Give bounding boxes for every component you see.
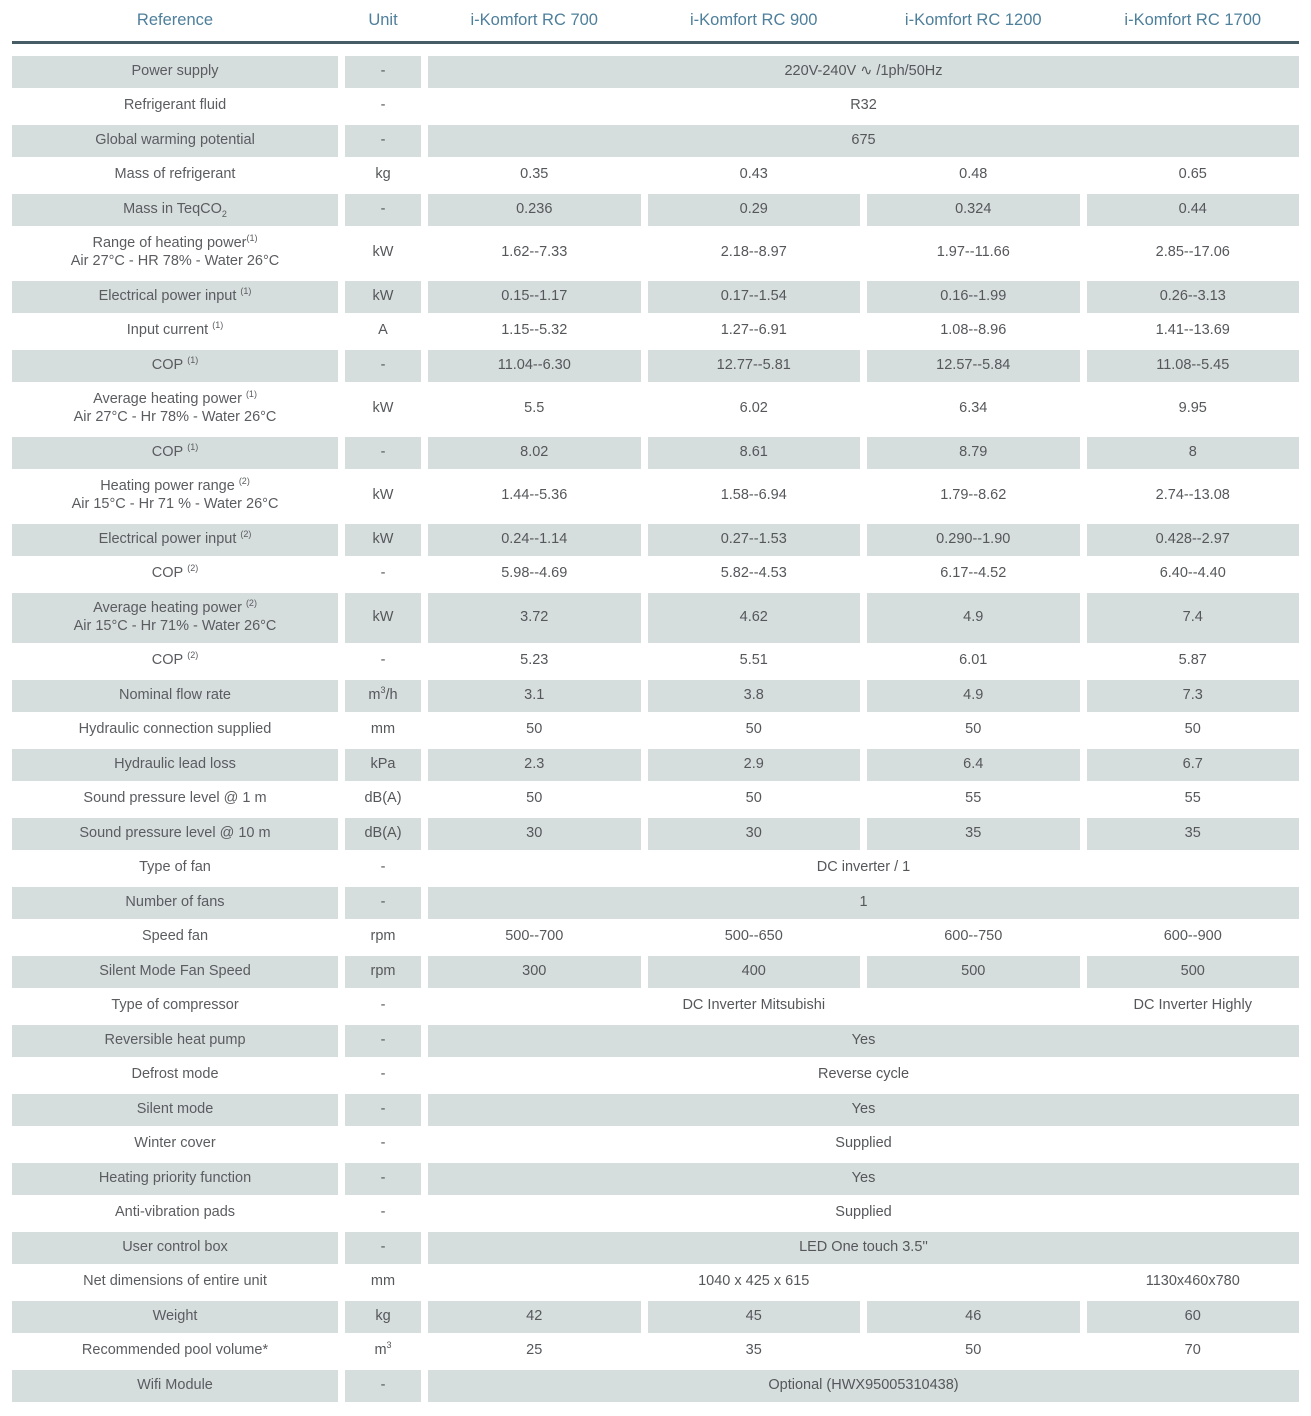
row-unit: kW (345, 281, 421, 313)
value-cell: 1.08--8.96 (940, 322, 1007, 339)
value-cell: 12.57--5.84 (867, 350, 1080, 382)
row-label: Type of compressor (111, 997, 239, 1014)
table-row (12, 1336, 1299, 1368)
value-cell: 11.08--5.45 (1087, 350, 1300, 382)
value-cell: 6.34 (959, 400, 988, 417)
value-cell: 6.4 (867, 749, 1080, 781)
value-cell: 5.87 (1178, 652, 1207, 669)
table-row (12, 853, 1299, 885)
value-cell: 0.24--1.14 (428, 524, 641, 556)
value-cell: 0.324 (867, 194, 1080, 226)
table-row (12, 1060, 1299, 1092)
value-cell: 1.41--13.69 (1155, 322, 1230, 339)
value-cell: 5.23 (520, 652, 549, 669)
value-cell: 5.51 (739, 652, 768, 669)
table-row (12, 316, 1299, 348)
value-cell: DC Inverter Highly (1133, 997, 1252, 1014)
value-cell: 220V-240V ∿ /1ph/50Hz (428, 56, 1299, 88)
header-cell-unit: Unit (368, 11, 398, 29)
value-cell: 4.9 (867, 680, 1080, 712)
value-cell: 1.27--6.91 (720, 322, 787, 339)
row-unit: dB(A) (345, 818, 421, 850)
value-cell: 6.17--4.52 (940, 565, 1007, 582)
value-cell: 50 (526, 721, 543, 738)
value-cell: 0.35 (520, 166, 549, 183)
row-unit: kW (372, 487, 394, 504)
value-cell: 0.16--1.99 (867, 281, 1080, 313)
value-cell: 0.29 (648, 194, 861, 226)
row-label: Net dimensions of entire unit (83, 1273, 267, 1290)
row-label: COP $^{(1)}$ (12, 437, 338, 469)
table-row (12, 784, 1299, 816)
value-cell: 35 (1087, 818, 1300, 850)
row-label: COP $^{(2)}$ (151, 650, 199, 669)
value-cell: 45 (648, 1301, 861, 1333)
row-unit: - (380, 859, 386, 876)
row-label: Input current $^{(1)}$ (126, 320, 224, 339)
value-cell: 8.61 (648, 437, 861, 469)
value-cell: 2.3 (428, 749, 641, 781)
row-unit: - (345, 125, 421, 157)
header-cell-reference: Reference (136, 11, 214, 29)
value-cell: 9.95 (1178, 400, 1207, 417)
table-row (12, 125, 1299, 157)
row-label: Defrost mode (131, 1066, 219, 1083)
value-cell: 400 (648, 956, 861, 988)
value-cell: LED One touch 3.5'' (428, 1232, 1299, 1264)
value-cell: 1.58--6.94 (720, 487, 787, 504)
value-cell: 500--700 (505, 928, 564, 945)
row-unit: mm (370, 1273, 396, 1290)
row-label: Sound pressure level @ 1 m (83, 790, 267, 807)
value-cell: 6.40--4.40 (1159, 565, 1226, 582)
row-unit: - (345, 350, 421, 382)
value-cell: 0.65 (1178, 166, 1207, 183)
header-cell-rc1200: i-Komfort RC 1200 (904, 11, 1042, 29)
header-cell-rc700: i-Komfort RC 700 (470, 11, 598, 29)
row-unit: kg (375, 166, 391, 183)
row-label: Speed fan (141, 928, 209, 945)
value-cell: 50 (965, 1342, 982, 1359)
row-unit: $m^3/h$ (345, 680, 421, 712)
row-label: Electrical power input $^{(1)}$ (12, 281, 338, 313)
row-unit: kg (345, 1301, 421, 1333)
value-cell: 50 (745, 721, 762, 738)
value-cell: 11.04--6.30 (428, 350, 641, 382)
row-unit: - (345, 1163, 421, 1195)
value-cell: Yes (428, 1163, 1299, 1195)
value-cell: 4.9 (867, 593, 1080, 643)
spec-table-body (12, 56, 1299, 1402)
value-cell: 6.01 (959, 652, 988, 669)
table-row (12, 991, 1299, 1023)
value-cell: 70 (1184, 1342, 1201, 1359)
row-unit: kPa (345, 749, 421, 781)
value-cell: 500--650 (724, 928, 783, 945)
value-cell: 0.48 (959, 166, 988, 183)
value-cell: 0.44 (1087, 194, 1300, 226)
row-label: Silent Mode Fan Speed (12, 956, 338, 988)
row-label: Winter cover (134, 1135, 216, 1152)
value-cell: 5.98--4.69 (501, 565, 568, 582)
row-unit: kW (345, 593, 421, 643)
value-cell: 500 (1087, 956, 1300, 988)
value-cell: 5.82--4.53 (720, 565, 787, 582)
value-cell: 0.15--1.17 (428, 281, 641, 313)
table-row (12, 1232, 1299, 1264)
table-row (12, 715, 1299, 747)
value-cell: 675 (428, 125, 1299, 157)
table-row (12, 646, 1299, 678)
row-unit: - (345, 194, 421, 226)
row-label: Number of fans (12, 887, 338, 919)
value-cell: Reverse cycle (817, 1066, 910, 1083)
row-unit: - (345, 56, 421, 88)
table-row (12, 1370, 1299, 1402)
row-label: Heating power range $^{(2)}$ Air 15°C - Hr 71 % - Water 26°C (71, 476, 279, 513)
value-cell: 2.85--17.06 (1155, 244, 1230, 261)
row-label: Weight (12, 1301, 338, 1333)
row-label: Anti-vibration pads (114, 1204, 236, 1221)
value-cell: 5.5 (524, 400, 545, 417)
value-cell: 1.44--5.36 (501, 487, 568, 504)
table-row (12, 593, 1299, 643)
row-label: COP $^{(1)}$ (12, 350, 338, 382)
row-unit: - (380, 997, 386, 1014)
table-row (12, 922, 1299, 954)
value-cell: 6.02 (739, 400, 768, 417)
table-row (12, 385, 1299, 435)
value-cell: 50 (526, 790, 543, 807)
row-label: Silent mode (12, 1094, 338, 1126)
header-cell-rc1700: i-Komfort RC 1700 (1124, 11, 1262, 29)
value-cell: R32 (850, 97, 877, 114)
row-unit: mm (370, 721, 396, 738)
row-label: Hydraulic lead loss (12, 749, 338, 781)
value-cell: 55 (1184, 790, 1201, 807)
row-unit: - (345, 1232, 421, 1264)
value-cell: 30 (428, 818, 641, 850)
table-row (12, 818, 1299, 850)
value-cell: 2.9 (648, 749, 861, 781)
row-label: Mass of refrigerant (114, 166, 236, 183)
value-cell: 0.43 (739, 166, 768, 183)
row-unit: dB(A) (364, 790, 402, 807)
table-row (12, 437, 1299, 469)
value-cell: 0.428--2.97 (1087, 524, 1300, 556)
row-unit: - (345, 437, 421, 469)
table-row (12, 350, 1299, 382)
value-cell: 55 (965, 790, 982, 807)
table-row (12, 160, 1299, 192)
value-cell: 60 (1087, 1301, 1300, 1333)
row-label: Average heating power $^{(1)}$ Air 27°C - Hr 78% - Water 26°C (73, 389, 277, 426)
value-cell: 0.26--3.13 (1087, 281, 1300, 313)
table-row (12, 194, 1299, 226)
table-row (12, 472, 1299, 522)
value-cell: 8 (1087, 437, 1300, 469)
value-cell: Optional (HWX95005310438) (428, 1370, 1299, 1402)
row-label: Hydraulic connection supplied (78, 721, 272, 738)
header-cell-rc900: i-Komfort RC 900 (690, 11, 818, 29)
row-unit: rpm (370, 928, 396, 945)
row-label: Sound pressure level @ 10 m (12, 818, 338, 850)
value-cell: 2.74--13.08 (1155, 487, 1230, 504)
row-label: Mass in TeqCO$_2$ (12, 194, 338, 226)
table-row (12, 559, 1299, 591)
table-row (12, 56, 1299, 88)
row-label: User control box (12, 1232, 338, 1264)
row-unit: rpm (345, 956, 421, 988)
row-unit: - (345, 887, 421, 919)
value-cell: 6.7 (1087, 749, 1300, 781)
value-cell: 35 (745, 1342, 762, 1359)
row-unit: - (380, 1204, 386, 1221)
row-unit: kW (345, 524, 421, 556)
table-row (12, 281, 1299, 313)
row-unit: - (345, 1370, 421, 1402)
value-cell: 12.77--5.81 (648, 350, 861, 382)
row-unit: A (378, 322, 388, 339)
table-row (12, 91, 1299, 123)
table-row (12, 749, 1299, 781)
row-label: Range of heating power$^{(1)}$ Air 27°C - HR 78% - Water 26°C (70, 233, 280, 270)
table-row (12, 1301, 1299, 1333)
value-cell: 0.17--1.54 (648, 281, 861, 313)
value-cell: 25 (526, 1342, 543, 1359)
table-row (12, 1267, 1299, 1299)
row-label: Recommended pool volume* (81, 1342, 269, 1359)
row-label: COP $^{(2)}$ (151, 563, 199, 582)
value-cell: 35 (867, 818, 1080, 850)
row-label: Refrigerant fluid (123, 97, 227, 114)
table-row (12, 1198, 1299, 1230)
value-cell: 1130x460x780 (1145, 1273, 1240, 1290)
value-cell: 8.02 (428, 437, 641, 469)
value-cell: 600--750 (944, 928, 1003, 945)
row-unit: kW (372, 400, 394, 417)
row-unit: $m^3$ (374, 1340, 392, 1359)
value-cell: 50 (1184, 721, 1201, 738)
row-label: Reversible heat pump (12, 1025, 338, 1057)
row-unit: - (380, 652, 386, 669)
value-cell: 7.3 (1087, 680, 1300, 712)
value-cell: 1.15--5.32 (501, 322, 568, 339)
table-row (12, 524, 1299, 556)
row-label: Wifi Module (12, 1370, 338, 1402)
table-row (12, 1129, 1299, 1161)
value-cell: 1.62--7.33 (501, 244, 568, 261)
row-unit: - (345, 1094, 421, 1126)
value-cell: 2.18--8.97 (720, 244, 787, 261)
value-cell: 50 (745, 790, 762, 807)
table-row (12, 887, 1299, 919)
value-cell: 1.79--8.62 (940, 487, 1007, 504)
value-cell: 600--900 (1163, 928, 1222, 945)
row-label: Type of fan (139, 859, 211, 876)
value-cell: 0.27--1.53 (648, 524, 861, 556)
value-cell: 46 (867, 1301, 1080, 1333)
value-cell: 1040 x 425 x 615 (698, 1273, 810, 1290)
row-unit: - (345, 1025, 421, 1057)
value-cell: 500 (867, 956, 1080, 988)
value-cell: 1.97--11.66 (936, 244, 1010, 261)
value-cell: Supplied (835, 1135, 892, 1152)
row-unit: - (380, 1135, 386, 1152)
value-cell: 3.8 (648, 680, 861, 712)
table-row (12, 1094, 1299, 1126)
table-row (12, 1025, 1299, 1057)
value-cell: 3.1 (428, 680, 641, 712)
value-cell: 1 (428, 887, 1299, 919)
table-row (12, 680, 1299, 712)
value-cell: DC inverter / 1 (816, 859, 911, 876)
row-unit: - (380, 565, 386, 582)
value-cell: Supplied (835, 1204, 892, 1221)
row-unit: - (380, 1066, 386, 1083)
value-cell: 300 (428, 956, 641, 988)
value-cell: 3.72 (428, 593, 641, 643)
row-unit: kW (372, 244, 394, 261)
value-cell: 0.236 (428, 194, 641, 226)
table-row (12, 229, 1299, 279)
value-cell: 50 (965, 721, 982, 738)
value-cell: 42 (428, 1301, 641, 1333)
value-cell: 30 (648, 818, 861, 850)
value-cell: 7.4 (1087, 593, 1300, 643)
spec-table-header (12, 0, 1299, 44)
value-cell: 4.62 (648, 593, 861, 643)
value-cell: DC Inverter Mitsubishi (682, 997, 826, 1014)
value-cell: 8.79 (867, 437, 1080, 469)
table-row (12, 1163, 1299, 1195)
row-label: Nominal flow rate (12, 680, 338, 712)
row-unit: - (380, 97, 386, 114)
row-label: Heating priority function (12, 1163, 338, 1195)
table-row (12, 956, 1299, 988)
value-cell: Yes (428, 1094, 1299, 1126)
value-cell: 0.290--1.90 (867, 524, 1080, 556)
row-label: Power supply (12, 56, 338, 88)
value-cell: Yes (428, 1025, 1299, 1057)
row-label: Global warming potential (12, 125, 338, 157)
row-label: Average heating power $^{(2)}$ Air 15°C - Hr 71% - Water 26°C (12, 593, 338, 643)
row-label: Electrical power input $^{(2)}$ (12, 524, 338, 556)
